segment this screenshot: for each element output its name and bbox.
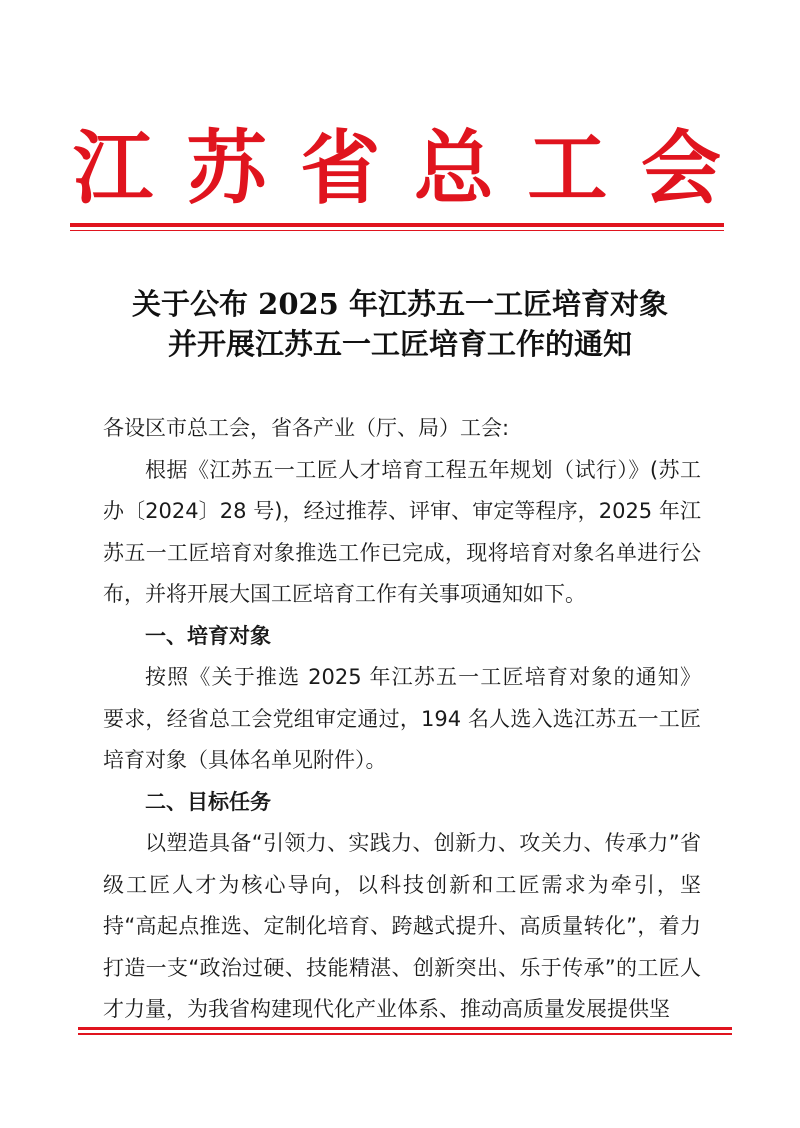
letterhead-char: 苏 xyxy=(186,121,267,215)
paragraph-goals: 以塑造具备“引领力、实践力、创新力、攻关力、传承力”省级工匠人才为核心导向，以科技创新和工匠需求为牵引，坚持“高起点推选、定制化培育、跨越式提升、高质量转化”，着力打造一支“政治过硬、技能精湛、创新突出、乐于传承”的工匠人才力量，为我省构建现代化产业体系、推动高质量发展提供坚 xyxy=(103,831,701,1021)
letterhead-char: 总 xyxy=(413,121,494,215)
letterhead-char: 江 xyxy=(73,121,153,215)
document-title xyxy=(60,284,740,364)
title-line-1: 关于公布 2025 年江苏五一工匠培育对象 xyxy=(132,287,668,321)
letterhead xyxy=(70,118,724,218)
header-rule-thick xyxy=(70,223,724,227)
salutation: 各设区市总工会，省各产业（厅、局）工会: xyxy=(103,416,510,440)
document-body xyxy=(103,408,701,1031)
header-rule-thin xyxy=(70,230,724,231)
letterhead-char: 会 xyxy=(640,121,721,215)
letterhead-char: 工 xyxy=(527,121,608,215)
title-line-2: 并开展江苏五一工匠培育工作的通知 xyxy=(167,327,632,361)
footer-rule-thin xyxy=(78,1033,732,1035)
section-heading-1: 一、培育对象 xyxy=(145,623,271,648)
paragraph-candidates: 按照《关于推选 2025 年江苏五一工匠培育对象的通知》 要求，经省总工会党组审定通过，194 名人选入选江苏五一工匠培育对象（具体名单见附件）。 xyxy=(103,665,701,772)
letterhead-char: 省 xyxy=(300,121,381,215)
section-heading-2: 二、目标任务 xyxy=(145,789,271,814)
footer-rule-thick xyxy=(78,1027,732,1030)
paragraph-intro: 根据《江苏五一工匠人才培育工程五年规划（试行）》(苏工办〔2024〕28 号)，经过推荐、评审、审定等程序，2025 年江苏五一工匠培育对象推选工作已完成，现将培育对象名单进行公布，并将开展大国工匠培育工作有关事项通知如下。 xyxy=(103,457,701,606)
